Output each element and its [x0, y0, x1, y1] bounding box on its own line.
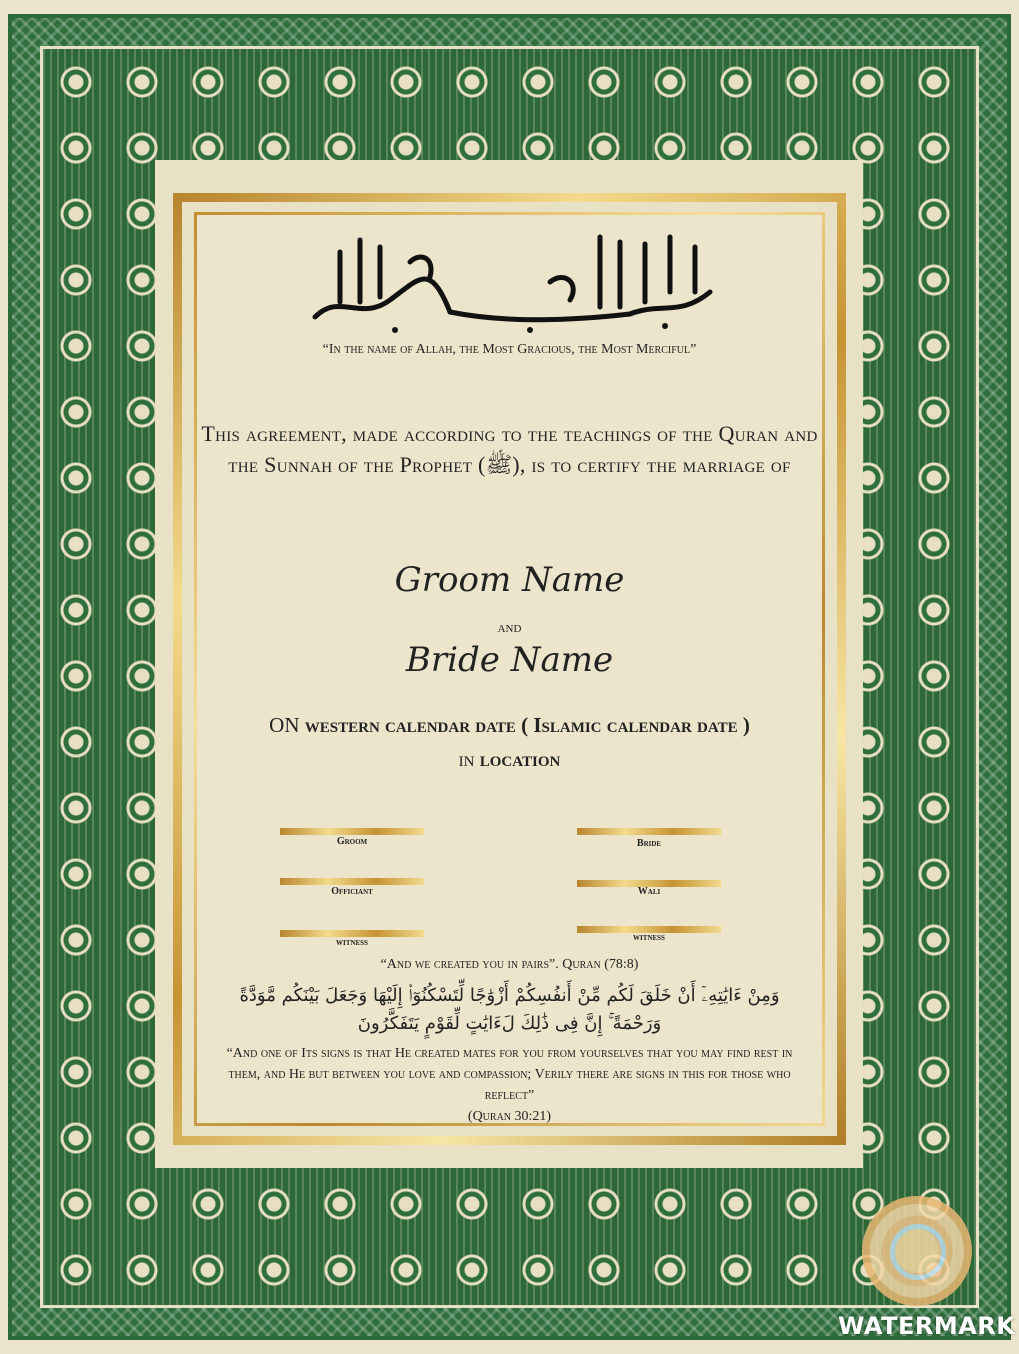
pairs-verse-reference: “And we created you in pairs”. Quran (78:8) [380, 957, 639, 972]
islamic-date: ( Islamic calendar date ) [521, 713, 750, 737]
verse-translation-reference: (Quran 30:21) [467, 1109, 552, 1124]
watermark-label: WATERMARK [838, 1312, 1016, 1340]
and-connector: and [497, 620, 522, 636]
arabic-verse: وَمِنْ ءَايَٰتِهِۦٓ أَنْ خَلَقَ لَكُم مِّنْ أَنفُسِكُمْ أَزْوَٰجًا لِّتَسْكُنُوٓا۟ إِلَيْهَا وَجَعَلَ بَيْنَكُم مَّوَدَّةً وَرَحْمَةً ۚ إِنَّ فِى ذَٰلِكَ لَءَايَٰتٍ لِّقَوْمٍ يَتَفَكَّرُونَ [239, 985, 780, 1034]
groom-signature-line[interactable] [280, 828, 424, 835]
watermark-badge-icon [862, 1196, 972, 1306]
witness-left-signature-line[interactable] [280, 930, 424, 937]
groom-signature-label: Groom [336, 836, 368, 847]
witness-right-signature-label: witness [633, 932, 665, 943]
agreement-text: This agreement, made according to the teachings of the Quran and the Sunnah of the Prophet (ﷺ), is to certify the marriage of [201, 421, 818, 477]
location: location [479, 747, 561, 771]
officiant-signature-line[interactable] [280, 878, 424, 885]
officiant-signature-label: Officiant [331, 886, 373, 897]
location-prefix: in [458, 747, 475, 771]
date-prefix: ON [269, 713, 300, 737]
verse-translation [194, 1043, 825, 1127]
witness-left-signature-label: witness [336, 937, 368, 948]
date-location-block [194, 708, 825, 776]
groom-name: Groom Name [394, 560, 625, 600]
bride-name: Bride Name [405, 640, 614, 680]
western-date: western calendar date [304, 713, 516, 737]
bismillah-translation: “In the name of Allah, the Most Gracious, the Most Merciful” [322, 342, 697, 357]
wali-signature-label: Wali [637, 886, 661, 897]
verse-translation-text: “And one of Its signs is that He created mates for you from yourselves that you may find rest in them, and He but between you love and compassion; Verily there are signs in this for those who reflect” [226, 1046, 793, 1103]
bride-signature-label: Bride [636, 838, 662, 849]
bride-signature-line[interactable] [577, 828, 721, 835]
bismillah-calligraphy-icon [300, 222, 730, 340]
